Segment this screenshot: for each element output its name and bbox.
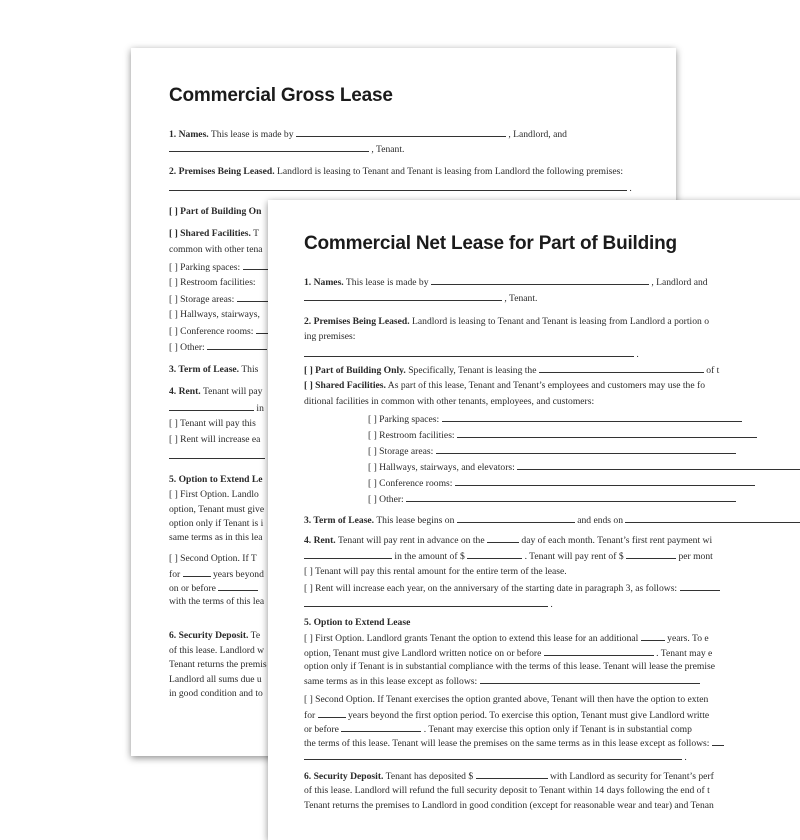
fill-in-blank xyxy=(183,568,211,577)
text-line xyxy=(304,751,687,763)
text-line xyxy=(304,617,410,628)
text-line xyxy=(304,566,567,577)
fill-in-blank xyxy=(169,143,369,152)
text-line xyxy=(169,596,264,607)
text-line xyxy=(169,325,276,337)
text-run: in the amount of $ xyxy=(394,551,465,562)
text-run: . Tenant may exercise this option only if Tenant is in substantial comp xyxy=(423,724,692,735)
text-line xyxy=(368,413,742,425)
text-line xyxy=(304,292,537,304)
fill-in-blank xyxy=(304,598,548,607)
text-run: T xyxy=(250,228,259,239)
fill-in-blank xyxy=(641,632,665,641)
text-run: This lease is made by xyxy=(208,129,294,140)
text-run: same terms as in this lease except as follows: xyxy=(304,676,478,687)
text-line xyxy=(169,364,258,375)
text-run: , Tenant. xyxy=(371,144,405,155)
text-run: [ ] Rent will increase ea xyxy=(169,434,261,445)
section-heading: 3. Term of Lease. xyxy=(304,515,375,526)
text-line xyxy=(304,647,712,659)
text-run: Tenant has deposited $ xyxy=(383,771,474,782)
text-run: , Landlord, and xyxy=(508,129,567,140)
text-run: [ ] Conference rooms: xyxy=(169,326,254,337)
fill-in-blank xyxy=(169,402,254,411)
text-line xyxy=(368,493,736,505)
text-line xyxy=(169,228,259,239)
text-line xyxy=(368,445,736,457)
text-line xyxy=(169,402,264,414)
text-line xyxy=(304,770,714,782)
section-heading: 2. Premises Being Leased. xyxy=(169,166,275,177)
text-run: common with other tena xyxy=(169,244,263,255)
text-run: As part of this lease, Tenant and Tenant’s employees and customers may use the fo xyxy=(385,380,705,391)
section-heading: 3. Term of Lease. xyxy=(169,364,240,375)
text-run: , Landlord and xyxy=(651,277,708,288)
text-line xyxy=(169,128,567,140)
text-run: Tenant returns the premis xyxy=(169,659,267,670)
text-line xyxy=(169,293,277,305)
text-line xyxy=(169,645,264,656)
text-line xyxy=(304,534,712,546)
fill-in-blank xyxy=(480,675,700,684)
text-line xyxy=(304,364,719,376)
text-line xyxy=(304,709,709,721)
text-run: in good condition and to xyxy=(169,688,263,699)
fill-in-blank xyxy=(457,514,575,523)
text-line xyxy=(169,206,261,217)
section-heading: 1. Names. xyxy=(304,277,344,288)
back-document-title: Commercial Gross Lease xyxy=(169,85,393,106)
text-line xyxy=(304,276,708,288)
text-line xyxy=(169,166,623,177)
text-line xyxy=(169,688,263,699)
fill-in-blank xyxy=(680,582,720,591)
text-line xyxy=(169,674,262,685)
text-line xyxy=(304,661,715,672)
text-run: years beyond xyxy=(213,569,264,580)
fill-in-blank xyxy=(304,751,682,760)
text-run: of this lease. Landlord will refund the full security deposit to Tenant within 14 days following the end of t xyxy=(304,785,710,796)
fill-in-blank xyxy=(544,647,654,656)
text-line xyxy=(169,261,273,273)
text-run: [ ] Rent will increase each year, on the anniversary of the starting date in paragraph 3, as follows: xyxy=(304,583,678,594)
fill-in-blank xyxy=(712,737,724,746)
text-run: . xyxy=(629,183,632,194)
text-run: on or before xyxy=(169,583,216,594)
text-line xyxy=(304,396,594,407)
section-heading: 1. Names. xyxy=(169,129,209,140)
fill-in-blank xyxy=(442,413,742,422)
text-line xyxy=(169,309,260,320)
text-run: [ ] Other: xyxy=(368,494,404,505)
fill-in-blank xyxy=(296,128,506,137)
text-run: This xyxy=(239,364,259,375)
text-run: [ ] Hallways, stairways, xyxy=(169,309,260,320)
text-line xyxy=(304,348,639,360)
text-run: option only if Tenant is in substantial compliance with the terms of this lease. Tenant will lease the premise xyxy=(304,661,716,672)
text-line xyxy=(169,386,262,397)
text-line xyxy=(304,632,709,644)
text-run: of this lease. Landlord w xyxy=(169,645,265,656)
fill-in-blank xyxy=(476,770,548,779)
text-run: Landlord all sums due u xyxy=(169,674,262,685)
section-heading: [ ] Part of Building On xyxy=(169,206,262,217)
fill-in-blank xyxy=(304,292,502,301)
text-line xyxy=(169,341,267,353)
text-run: [ ] First Option. Landlo xyxy=(169,489,259,500)
text-line xyxy=(304,800,714,811)
text-run: . xyxy=(684,752,687,763)
text-run: [ ] Other: xyxy=(169,342,205,353)
text-line xyxy=(304,582,720,594)
text-line xyxy=(169,182,632,194)
text-run: [ ] Hallways, stairways, and elevators: xyxy=(368,462,515,473)
text-run: [ ] Tenant will pay this xyxy=(169,418,256,429)
text-line xyxy=(368,429,757,441)
text-line xyxy=(169,504,264,515)
text-line xyxy=(304,675,700,687)
text-line xyxy=(169,418,256,429)
text-run: [ ] Storage areas: xyxy=(368,446,434,457)
text-line xyxy=(304,514,800,526)
text-run: [ ] Storage areas: xyxy=(169,294,235,305)
text-run: . Tenant will pay rent of $ xyxy=(524,551,624,562)
fill-in-blank xyxy=(169,450,265,459)
text-line xyxy=(169,489,259,500)
text-run: [ ] Restroom facilities: xyxy=(368,430,455,441)
section-heading: 4. Rent. xyxy=(169,386,201,397)
text-run: [ ] Conference rooms: xyxy=(368,478,453,489)
text-run: ditional facilities in common with other tenants, employees, and customers: xyxy=(304,396,595,407)
section-heading: 6. Security Deposit. xyxy=(304,771,384,782)
fill-in-blank xyxy=(625,514,800,523)
text-run: [ ] Restroom facilities: xyxy=(169,277,256,288)
fill-in-blank xyxy=(304,348,634,357)
text-line xyxy=(304,331,355,342)
text-run: with Landlord as security for Tenant’s perf xyxy=(549,771,714,782)
text-run: and ends on xyxy=(577,515,624,526)
text-line xyxy=(304,737,724,749)
text-run: per mont xyxy=(678,551,713,562)
text-run: Tenant will pay rent in advance on the xyxy=(335,535,485,546)
text-run: This lease begins on xyxy=(374,515,455,526)
text-run: of t xyxy=(706,365,720,376)
section-heading: 2. Premises Being Leased. xyxy=(304,316,410,327)
text-run: Landlord is leasing to Tenant and Tenant is leasing from Landlord the following premises: xyxy=(274,166,624,177)
fill-in-blank xyxy=(436,445,736,454)
text-run: day of each month. Tenant’s first rent payment wi xyxy=(521,535,713,546)
text-line xyxy=(169,277,256,288)
text-line xyxy=(368,477,755,489)
text-line xyxy=(169,244,263,255)
text-run: option only if Tenant is i xyxy=(169,518,264,529)
fill-in-blank xyxy=(218,582,258,591)
text-line xyxy=(304,723,692,735)
text-run: [ ] Parking spaces: xyxy=(169,262,241,273)
fill-in-blank xyxy=(467,550,522,559)
text-run: for xyxy=(169,569,181,580)
section-heading: 6. Security Deposit. xyxy=(169,630,249,641)
text-line xyxy=(304,316,709,327)
text-line xyxy=(304,785,710,796)
text-run: [ ] First Option. Landlord grants Tenant the option to extend this lease for an additional xyxy=(304,633,639,644)
text-run: Te xyxy=(248,630,261,641)
text-line xyxy=(169,553,257,564)
fill-in-blank xyxy=(626,550,676,559)
fill-in-blank xyxy=(431,276,649,285)
text-run: Landlord is leasing to Tenant and Tenant is leasing from Landlord a portion o xyxy=(409,316,709,327)
text-run: [ ] Tenant will pay this rental amount for the entire term of the lease. xyxy=(304,566,567,577)
text-run: Tenant will pay xyxy=(200,386,263,397)
front-document-title: Commercial Net Lease for Part of Building xyxy=(304,233,677,254)
text-run: , Tenant. xyxy=(504,293,538,304)
text-line xyxy=(304,598,553,610)
text-line xyxy=(169,630,260,641)
fill-in-blank xyxy=(457,429,757,438)
text-line xyxy=(304,694,708,705)
fill-in-blank xyxy=(341,723,421,732)
fill-in-blank xyxy=(487,534,519,543)
text-line xyxy=(169,434,260,445)
text-run: . xyxy=(636,349,639,360)
text-run: for xyxy=(304,710,316,721)
fill-in-blank xyxy=(304,550,392,559)
front-document-page xyxy=(268,200,800,840)
text-run: [ ] Parking spaces: xyxy=(368,414,440,425)
text-line xyxy=(169,568,264,580)
text-line xyxy=(304,380,705,391)
section-heading: 4. Rent. xyxy=(304,535,336,546)
text-run: [ ] Second Option. If T xyxy=(169,553,257,564)
text-run: with the terms of this lea xyxy=(169,596,265,607)
text-run: same terms as in this lea xyxy=(169,532,263,543)
fill-in-blank xyxy=(539,364,704,373)
fill-in-blank xyxy=(207,341,267,350)
text-run: years. To e xyxy=(667,633,709,644)
text-run: This lease is made by xyxy=(343,277,429,288)
section-heading: 5. Option to Extend Le xyxy=(169,474,263,485)
text-run: Specifically, Tenant is leasing the xyxy=(405,365,537,376)
text-run: ing premises: xyxy=(304,331,356,342)
text-line xyxy=(368,461,800,473)
text-run: . xyxy=(550,599,553,610)
fill-in-blank xyxy=(517,461,800,470)
text-run: . Tenant may e xyxy=(656,648,713,659)
fill-in-blank xyxy=(455,477,755,486)
text-run: option, Tenant must give xyxy=(169,504,265,515)
section-heading: [ ] Shared Facilities. xyxy=(169,228,251,239)
text-line xyxy=(169,474,263,485)
text-line xyxy=(169,518,263,529)
text-line xyxy=(169,450,265,462)
text-line xyxy=(169,582,258,594)
text-run: [ ] Second Option. If Tenant exercises the option granted above, Tenant will then have the option to exten xyxy=(304,694,709,705)
text-line xyxy=(169,143,404,155)
section-heading: [ ] Shared Facilities. xyxy=(304,380,386,391)
text-run: option, Tenant must give Landlord written notice on or before xyxy=(304,648,542,659)
text-line xyxy=(304,550,713,562)
text-run: or before xyxy=(304,724,339,735)
text-run: the terms of this lease. Tenant will lease the premises on the same terms as in this lease except as follows: xyxy=(304,738,710,749)
fill-in-blank xyxy=(318,709,346,718)
fill-in-blank xyxy=(169,182,627,191)
text-line xyxy=(169,659,267,670)
section-heading: [ ] Part of Building Only. xyxy=(304,365,406,376)
text-line xyxy=(169,532,263,543)
section-heading: 5. Option to Extend Lease xyxy=(304,617,411,628)
text-run: Tenant returns the premises to Landlord in good condition (except for reasonable wear and tear) and Tenan xyxy=(304,800,714,811)
text-run: in xyxy=(256,403,264,414)
fill-in-blank xyxy=(406,493,736,502)
text-run: years beyond the first option period. To exercise this option, Tenant must give Landlord writte xyxy=(348,710,710,721)
